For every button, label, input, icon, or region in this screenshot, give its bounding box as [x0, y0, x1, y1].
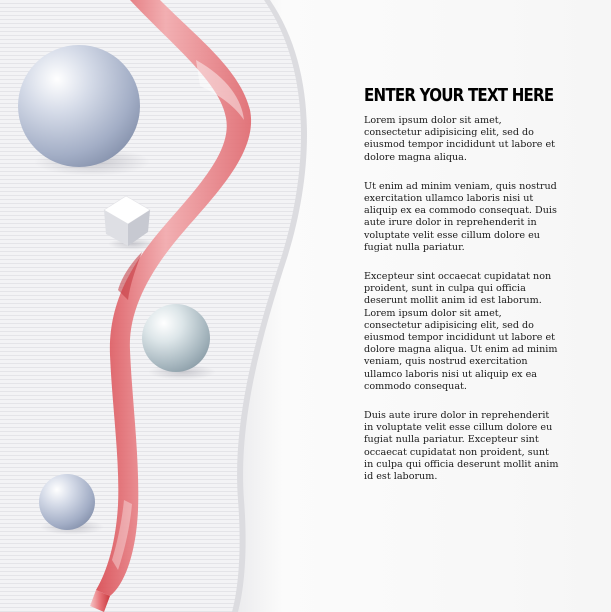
body-paragraph: Lorem ipsum dolor sit amet, consectetur adipisicing elit, sed do eiusmod tempor incididunt ut labore et dolore magna aliqua. — [364, 115, 556, 163]
headline: ENTER YOUR TEXT HERE — [364, 86, 554, 106]
small-sphere — [39, 474, 95, 530]
medium-sphere — [142, 304, 210, 372]
text-block — [364, 86, 560, 500]
body-paragraph: Excepteur sint occaecat cupidatat non proident, sunt in culpa qui officia deserunt mollit anim id est laborum. Lorem ipsum dolor sit amet, consectetur adipisicing elit, sed do eiusmod tempor incididunt ut labore et dolore magna aliqua. Ut enim ad minim veniam, quis nostrud exercitation ullamco laboris nisi ut aliquip ex ea commodo consequat. — [364, 271, 558, 392]
large-sphere — [18, 45, 140, 167]
body-paragraph: Ut enim ad minim veniam, quis nostrud exercitation ullamco laboris nisi ut aliquip ex ea commodo consequat. Duis aute irure dolor in reprehenderit in voluptate velit esse cillum dolore eu fugiat nulla pariatur. — [364, 180, 557, 253]
body-paragraph: Duis aute irure dolor in reprehenderit in voluptate velit esse cillum dolore eu fugiat nulla pariatur. Excepteur sint occaecat cupidatat non proident, sunt in culpa qui officia deserunt mollit anim id est laborum. — [364, 410, 559, 483]
